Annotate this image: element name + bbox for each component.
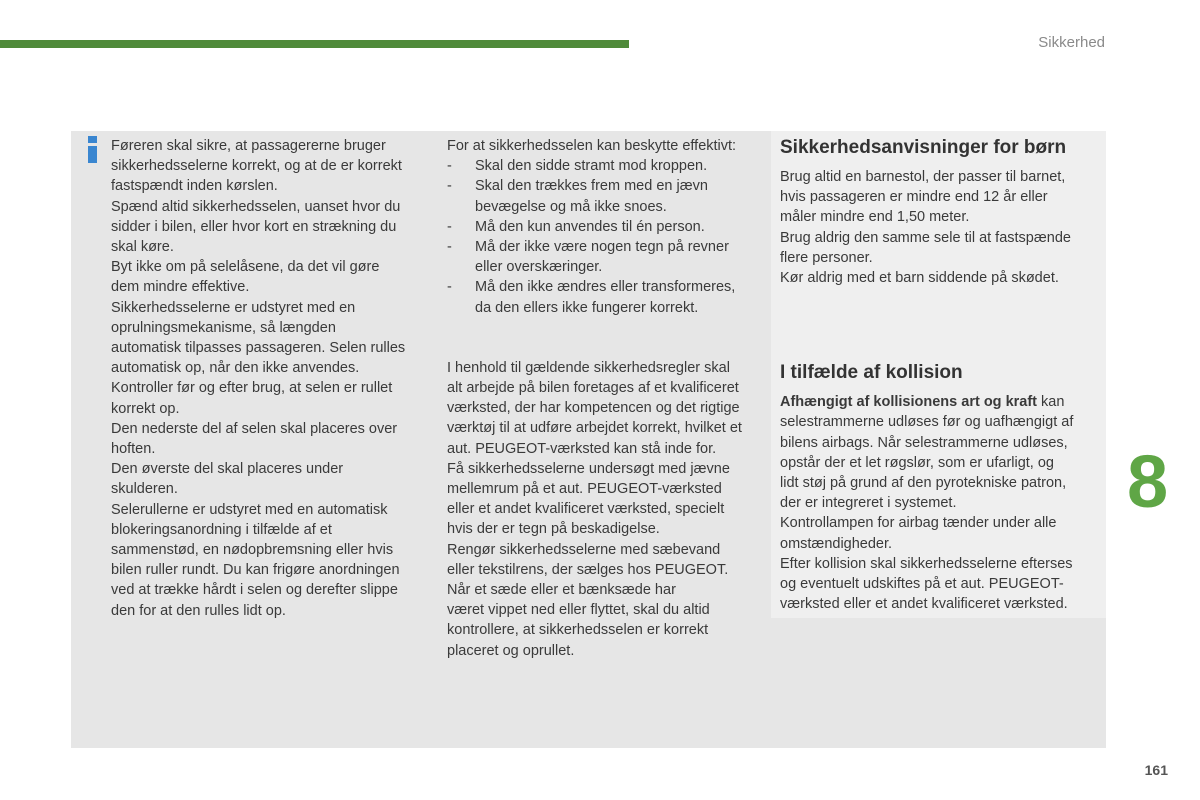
heading-collision: I tilfælde af kollision bbox=[780, 362, 963, 384]
text-line: Efter kollision skal sikkerhedsselerne efterses bbox=[780, 555, 1073, 572]
text-line: hvis passageren er mindre end 12 år eller bbox=[780, 189, 1048, 206]
text-line: sikkerhedsselerne korrekt, og at de er korrekt bbox=[111, 158, 402, 175]
text-line: lidt støj på grund af den pyrotekniske patron, bbox=[780, 475, 1067, 492]
text-line: blokeringsanordning i tilfælde af et bbox=[111, 521, 332, 538]
bullet-item bbox=[447, 176, 765, 216]
text-line: aut. PEUGEOT-værksted kan stå inde for. bbox=[447, 440, 717, 457]
bullet-item bbox=[447, 277, 765, 317]
text-line: hvis der er tegn på beskadigelse. bbox=[447, 521, 660, 538]
bullet-line: Skal den sidde stramt mod kroppen. bbox=[475, 158, 708, 175]
bullet-line: bevægelse og må ikke snoes. bbox=[475, 198, 667, 215]
dash-marker: - bbox=[447, 239, 452, 256]
column-effective-protection bbox=[447, 136, 765, 661]
text-line: måler mindre end 1,50 meter. bbox=[780, 209, 970, 226]
bullet-line: Skal den trækkes frem med en jævn bbox=[475, 178, 708, 195]
text-line: der er integreret i systemet. bbox=[780, 495, 957, 512]
text-line: dem mindre effektive. bbox=[111, 279, 250, 296]
dash-marker: - bbox=[447, 279, 452, 296]
text-line: hoften. bbox=[111, 441, 156, 458]
bullet-line: Må den kun anvendes til én person. bbox=[475, 218, 705, 235]
text-line: og eventuelt udskiftes på et aut. PEUGEOT- bbox=[780, 576, 1064, 593]
text-line: sammenstød, en nødopbremsning eller hvis bbox=[111, 542, 394, 559]
text-line: Spænd altid sikkerhedsselen, uanset hvor du bbox=[111, 198, 401, 215]
col2-intro: For at sikkerhedsselen kan beskytte effektivt: bbox=[447, 138, 737, 154]
text-line: I henhold til gældende sikkerhedsregler skal bbox=[447, 359, 730, 376]
text-line: Den nederste del af selen skal placeres over bbox=[111, 420, 398, 437]
text-line: Brug aldrig den samme sele til at fastspænde bbox=[780, 229, 1071, 246]
col1-lines bbox=[111, 136, 429, 621]
chapter-number: 8 bbox=[1127, 440, 1169, 523]
text-line: Sikkerhedsselerne er udstyret med en bbox=[111, 299, 356, 316]
text-line: Føreren skal sikre, at passagererne bruger bbox=[111, 138, 386, 154]
text-line: bilen ruller rundt. Du kan frigøre anordningen bbox=[111, 562, 400, 579]
text-line: Kontrollampen for airbag tænder under alle bbox=[780, 515, 1057, 532]
text-line: Når et sæde eller et bænksæde har bbox=[447, 582, 676, 599]
text-line: mellemrum på et aut. PEUGEOT-værksted bbox=[447, 481, 722, 498]
text-line: kontrollere, at sikkerhedsselen er korrekt bbox=[447, 622, 709, 639]
text-line: automatisk op, når den ikke anvendes. bbox=[111, 360, 360, 377]
info-icon bbox=[86, 136, 98, 164]
text-line: sidder i bilen, eller hvor kort en strækning du bbox=[111, 218, 397, 235]
text-line: oprulningsmekanisme, så længden bbox=[111, 319, 336, 336]
text-line: værktøj til at udføre arbejdet korrekt, hvilket et bbox=[447, 420, 742, 437]
text-line: eller et andet kvalificeret værksted, specielt bbox=[447, 501, 725, 518]
section1-lines bbox=[780, 167, 1098, 288]
page-number: 161 bbox=[1144, 762, 1168, 778]
column-children-and-collision bbox=[780, 135, 1098, 614]
text-line: korrekt op. bbox=[111, 400, 180, 417]
text-line: placeret og oprullet. bbox=[447, 642, 575, 659]
text-line: værksted eller et andet kvalificeret værksted. bbox=[780, 596, 1068, 613]
dash-marker: - bbox=[447, 218, 452, 235]
bullet-line: da den ellers ikke fungerer korrekt. bbox=[475, 299, 699, 316]
text-line: selestrammerne udløses før og uafhængigt af bbox=[780, 414, 1074, 431]
text-line: Den øverste del skal placeres under bbox=[111, 461, 344, 478]
text-line: Kontroller før og efter brug, at selen er rullet bbox=[111, 380, 393, 397]
bullet-list bbox=[447, 156, 765, 318]
text-line: bilens airbags. Når selestrammerne udløses, bbox=[780, 434, 1068, 451]
text-line: eller tekstilrens, der sælges hos PEUGEOT. bbox=[447, 561, 729, 578]
text-line: flere personer. bbox=[780, 249, 873, 266]
dash-marker: - bbox=[447, 178, 452, 195]
bullet-line: eller overskæringer. bbox=[475, 259, 603, 276]
text-line: Få sikkerhedsselerne undersøgt med jævne bbox=[447, 460, 730, 477]
text-line: fastspændt inden kørslen. bbox=[111, 178, 278, 195]
text-line: skulderen. bbox=[111, 481, 178, 498]
text-line: Rengør sikkerhedsselerne med sæbevand bbox=[447, 541, 721, 558]
bullet-line: Må den ikke ændres eller transformeres, bbox=[475, 279, 736, 296]
text-line: opstår der et let røgslør, som er ufarligt, og bbox=[780, 454, 1054, 471]
text-line: den for at den rulles lidt op. bbox=[111, 602, 286, 619]
bullet-item bbox=[447, 217, 765, 237]
header-accent-bar bbox=[0, 40, 629, 48]
text-line: Brug altid en barnestol, der passer til barnet, bbox=[780, 169, 1066, 185]
bullet-item bbox=[447, 237, 765, 277]
collision-first-rest: kan bbox=[1037, 394, 1065, 411]
text-line: været vippet ned eller flyttet, skal du altid bbox=[447, 602, 710, 619]
text-line: automatisk tilpasses passageren. Selen rulles bbox=[111, 340, 406, 357]
text-line: alt arbejde på bilen foretages af et kvalificeret bbox=[447, 380, 739, 397]
bullet-line: Må der ikke være nogen tegn på revner bbox=[475, 239, 729, 256]
dash-marker: - bbox=[447, 158, 452, 175]
text-line: ved at trække hårdt i selen og derefter slippe bbox=[111, 582, 398, 599]
text-line: Kør aldrig med et barn siddende på skødet. bbox=[780, 270, 1059, 287]
text-line: skal køre. bbox=[111, 239, 174, 256]
text-line: omstændigheder. bbox=[780, 535, 893, 552]
bullet-item bbox=[447, 156, 765, 176]
collision-bold-lead: Afhængigt af kollisionens art og kraft bbox=[780, 394, 1037, 411]
section-title: Sikkerhed bbox=[1038, 34, 1105, 51]
heading-child-safety: Sikkerhedsanvisninger for børn bbox=[780, 137, 1067, 158]
text-line: Selerullerne er udstyret med en automatisk bbox=[111, 501, 388, 518]
col2-lines bbox=[447, 358, 765, 661]
collision-first-line bbox=[780, 392, 1098, 412]
section2-lines bbox=[780, 412, 1098, 614]
text-line: værksted, der har kompetencen og det rigtige bbox=[447, 400, 740, 417]
text-line: Byt ikke om på selelåsene, da det vil gøre bbox=[111, 259, 380, 276]
column-safety-info bbox=[111, 136, 429, 621]
